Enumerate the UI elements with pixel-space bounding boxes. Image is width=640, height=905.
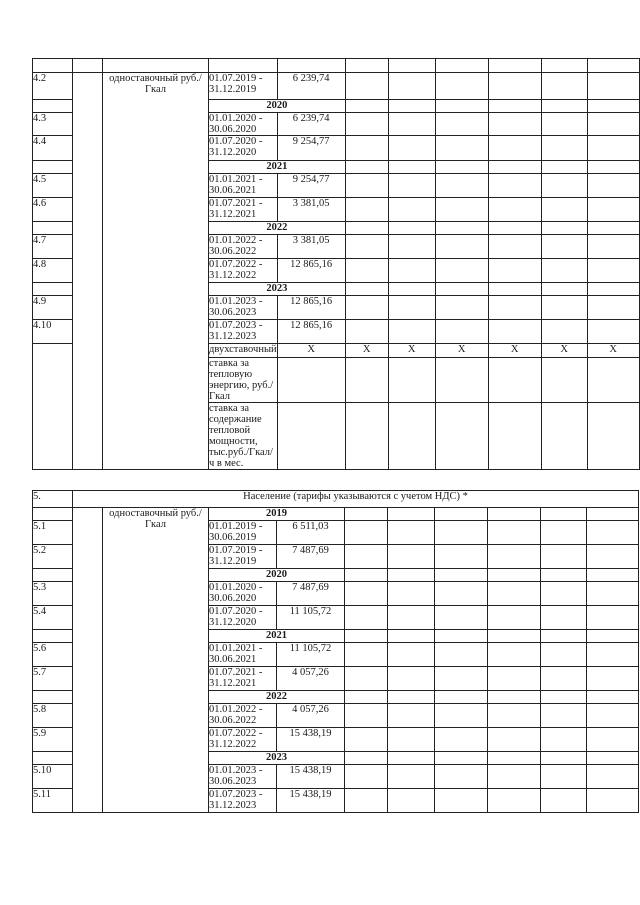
section-number: 5. <box>33 491 73 508</box>
row-number: 4.9 <box>33 296 73 320</box>
row-number: 5.6 <box>33 643 73 667</box>
x-mark: Х <box>435 344 488 358</box>
value-cell: 12 865,16 <box>277 259 345 283</box>
value-cell: 9 254,77 <box>277 136 345 161</box>
row-number: 5.4 <box>33 606 73 630</box>
year-header: 2020 <box>209 569 345 582</box>
x-mark: Х <box>541 344 587 358</box>
x-mark: Х <box>587 344 639 358</box>
period-cell: 01.01.2023 - 30.06.2023 <box>209 765 277 789</box>
row-number: 5.7 <box>33 667 73 691</box>
row-number: 4.3 <box>33 113 73 136</box>
year-header: 2020 <box>209 100 346 113</box>
period-cell: 01.01.2020 - 30.06.2020 <box>209 582 277 606</box>
row-number: 4.6 <box>33 198 73 222</box>
tariff-table <box>32 58 640 470</box>
energy-rate-label: ставка за тепловую энергию, руб./Гкал <box>209 358 278 403</box>
population-table <box>32 490 639 813</box>
period-cell: 01.01.2020 - 30.06.2020 <box>209 113 278 136</box>
value-cell: 6 239,74 <box>277 73 345 100</box>
x-mark: Х <box>345 344 388 358</box>
x-mark: Х <box>388 344 435 358</box>
year-header: 2023 <box>209 752 345 765</box>
table-row <box>33 73 640 100</box>
value-cell: 7 487,69 <box>277 545 345 569</box>
period-cell: 01.01.2019 - 30.06.2019 <box>209 521 277 545</box>
period-cell: 01.07.2022 - 31.12.2022 <box>209 728 277 752</box>
value-cell: 15 438,19 <box>277 765 345 789</box>
value-cell: 15 438,19 <box>277 728 345 752</box>
year-row <box>33 508 639 521</box>
row-number: 4.2 <box>33 73 73 100</box>
period-cell: 01.07.2020 - 31.12.2020 <box>209 136 278 161</box>
period-cell: 01.01.2021 - 30.06.2021 <box>209 174 278 198</box>
year-header: 2019 <box>209 508 345 521</box>
row-number: 4.5 <box>33 174 73 198</box>
period-cell: 01.07.2021 - 31.12.2021 <box>209 667 277 691</box>
year-header: 2022 <box>209 222 346 235</box>
value-cell: 12 865,16 <box>277 296 345 320</box>
period-cell: 01.07.2020 - 31.12.2020 <box>209 606 277 630</box>
row-number: 5.10 <box>33 765 73 789</box>
capacity-rate-label: ставка за содержание тепловой мощности, тыс.руб./Гкал/ч в мес. <box>209 403 278 470</box>
period-cell: 01.01.2022 - 30.06.2022 <box>209 235 278 259</box>
period-cell: 01.07.2023 - 31.12.2023 <box>209 789 277 813</box>
row-number: 4.8 <box>33 259 73 283</box>
two-part-label: двухставочный <box>209 344 278 358</box>
section-header-row <box>33 491 639 508</box>
value-cell: 3 381,05 <box>277 198 345 222</box>
value-cell: 6 511,03 <box>277 521 345 545</box>
row-number: 5.11 <box>33 789 73 813</box>
row-number: 5.9 <box>33 728 73 752</box>
section-title: Население (тарифы указываются с учетом НДС) * <box>73 491 639 508</box>
value-cell: 3 381,05 <box>277 235 345 259</box>
row-number: 5.1 <box>33 521 73 545</box>
row-number: 4.7 <box>33 235 73 259</box>
value-cell: 15 438,19 <box>277 789 345 813</box>
period-cell: 01.07.2022 - 31.12.2022 <box>209 259 278 283</box>
period-cell: 01.07.2021 - 31.12.2021 <box>209 198 278 222</box>
value-cell: 4 057,26 <box>277 704 345 728</box>
row-number: 4.10 <box>33 320 73 344</box>
period-cell: 01.07.2019 - 31.12.2019 <box>209 73 278 100</box>
period-cell: 01.01.2021 - 30.06.2021 <box>209 643 277 667</box>
year-header: 2022 <box>209 691 345 704</box>
row-number: 4.4 <box>33 136 73 161</box>
row-number: 5.3 <box>33 582 73 606</box>
blank-column-cell <box>73 73 103 470</box>
x-mark: Х <box>488 344 541 358</box>
value-cell: 11 105,72 <box>277 643 345 667</box>
unit-label: одноставочный руб./Гкал <box>103 73 209 470</box>
x-mark: Х <box>277 344 345 358</box>
row-number: 5.2 <box>33 545 73 569</box>
value-cell: 11 105,72 <box>277 606 345 630</box>
value-cell: 12 865,16 <box>277 320 345 344</box>
value-cell: 6 239,74 <box>277 113 345 136</box>
row-number: 5.8 <box>33 704 73 728</box>
period-cell: 01.07.2023 - 31.12.2023 <box>209 320 278 344</box>
unit-label: одноставочный руб./Гкал <box>103 508 209 813</box>
top-stub-row <box>33 59 640 73</box>
blank-column-cell <box>73 508 103 813</box>
value-cell: 9 254,77 <box>277 174 345 198</box>
year-header: 2023 <box>209 283 346 296</box>
period-cell: 01.01.2022 - 30.06.2022 <box>209 704 277 728</box>
year-header: 2021 <box>209 630 345 643</box>
period-cell: 01.01.2023 - 30.06.2023 <box>209 296 278 320</box>
value-cell: 7 487,69 <box>277 582 345 606</box>
period-cell: 01.07.2019 - 31.12.2019 <box>209 545 277 569</box>
value-cell: 4 057,26 <box>277 667 345 691</box>
year-header: 2021 <box>209 161 346 174</box>
